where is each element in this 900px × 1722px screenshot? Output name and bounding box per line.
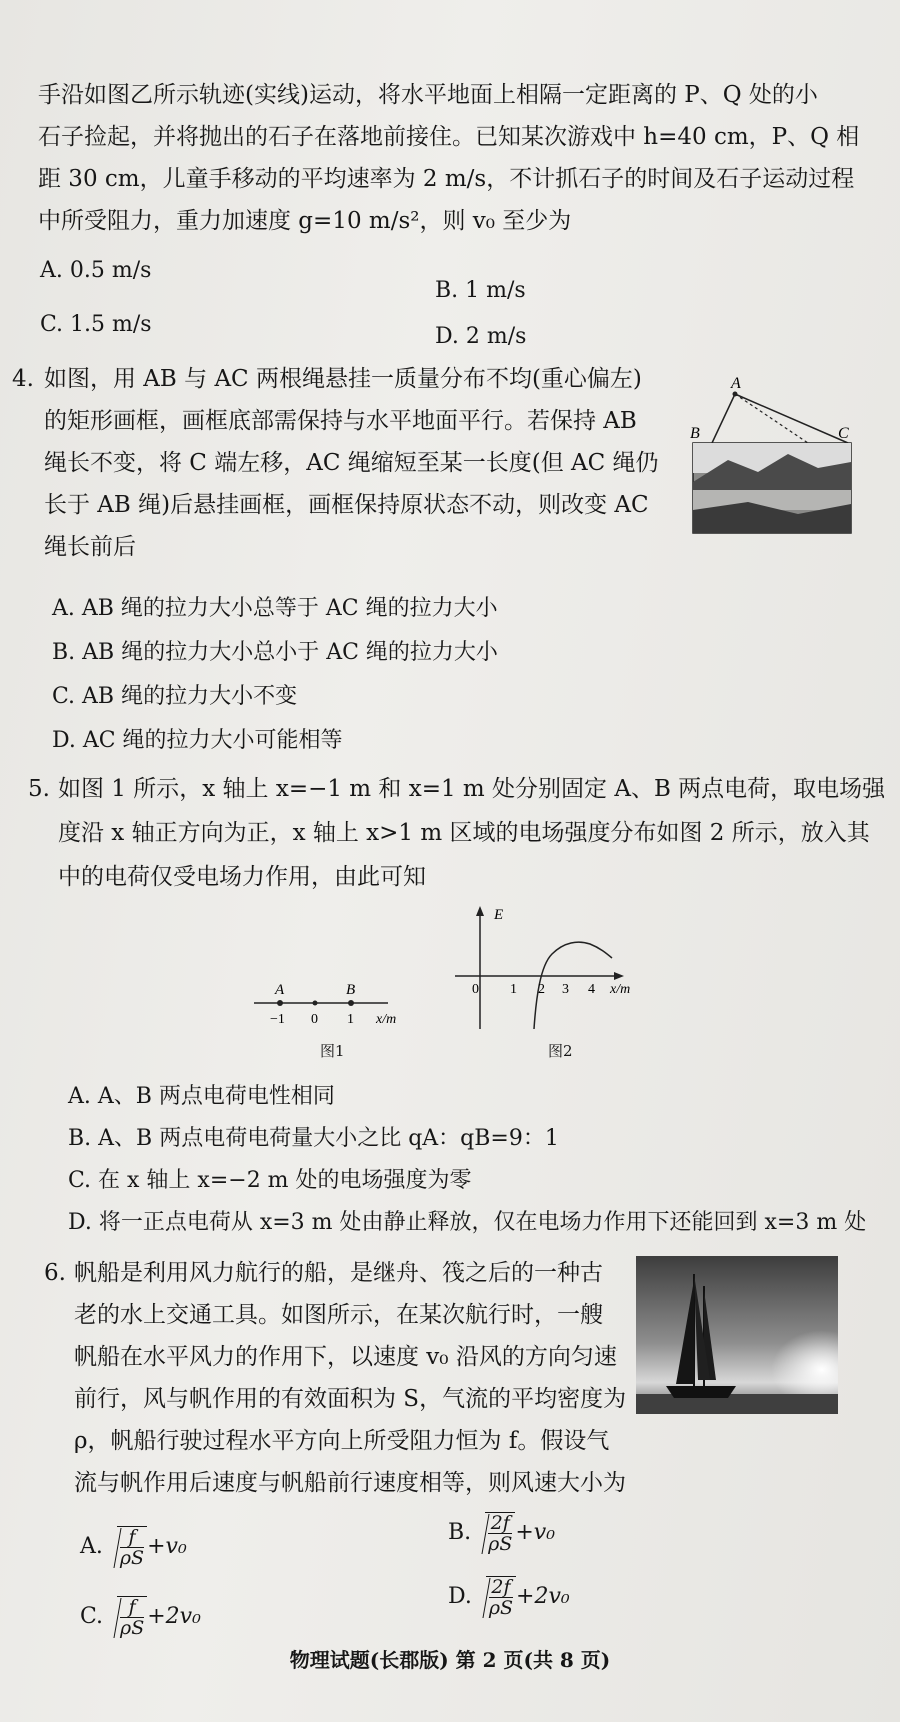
fig2-tick-4: 4 [588, 982, 595, 997]
q4-line-5: 绳长前后 [44, 534, 136, 560]
q3-option-c: C. 1.5 m/s [40, 312, 152, 337]
q6-line-3: 帆船在水平风力的作用下，以速度 v₀ 沿风的方向匀速 [74, 1344, 617, 1370]
q6-a-sqrt: $\frac{f}{\rho S}$ [103, 1526, 147, 1568]
q4-line-2: 的矩形画框，画框底部需保持与水平地面平行。若保持 AB [44, 408, 637, 434]
q6-option-d: D. $\frac{2f}{\rho S}$ +2v₀ [448, 1576, 570, 1619]
q5-option-b: B. A、B 两点电荷电荷量大小之比 qA：qB=9：1 [68, 1126, 559, 1151]
fig1-tick-0: 0 [311, 1012, 318, 1027]
q6-line-1: 帆船是利用风力航行的船，是继舟、筏之后的一种古 [74, 1260, 603, 1286]
fig2-tick-3: 3 [562, 982, 569, 997]
q6-line-6: 流与帆作用后速度与帆船前行速度相等，则风速大小为 [74, 1470, 626, 1496]
q5-option-c: C. 在 x 轴上 x=−2 m 处的电场强度为零 [68, 1168, 472, 1193]
q3-option-a: A. 0.5 m/s [40, 258, 152, 283]
q4-picture-frame-figure [688, 372, 856, 538]
q4-option-a: A. AB 绳的拉力大小总等于 AC 绳的拉力大小 [52, 596, 498, 621]
q4-fig-label-b: B [690, 425, 700, 442]
fig1-caption: 图1 [320, 1042, 345, 1060]
q6-option-c: C. $\frac{f}{\rho S}$ +2v₀ [80, 1596, 201, 1639]
q4-line-3: 绳长不变，将 C 端左移，AC 绳缩短至某一长度(但 AC 绳仍 [44, 450, 659, 476]
fig2-ylabel: E [494, 907, 504, 923]
q3-line-2: 石子捡起，并将抛出的石子在落地前接住。已知某次游戏中 h=40 cm，P、Q 相 [38, 124, 860, 150]
q4-option-d: D. AC 绳的拉力大小可能相等 [52, 728, 343, 753]
q4-fig-label-c: C [838, 425, 849, 442]
fig2-tick-1: 1 [510, 982, 517, 997]
q4-option-b: B. AB 绳的拉力大小总小于 AC 绳的拉力大小 [52, 640, 498, 665]
q6-line-5: ρ，帆船行驶过程水平方向上所受阻力恒为 f。假设气 [74, 1428, 610, 1454]
fig1-tick-1: 1 [347, 1012, 354, 1027]
q5-line-2: 度沿 x 轴正方向为正，x 轴上 x>1 m 区域的电场强度分布如图 2 所示，放入其 [58, 820, 870, 846]
q6-line-2: 老的水上交通工具。如图所示，在某次航行时，一艘 [74, 1302, 603, 1328]
fig1-axis-label: x/m [376, 1012, 397, 1027]
q3-line-4: 中所受阻力，重力加速度 g=10 m/s²，则 v₀ 至少为 [38, 208, 572, 234]
q4-number: 4. [12, 366, 34, 392]
q5-line-3: 中的电荷仅受电场力作用，由此可知 [58, 864, 426, 890]
q4-line-4: 长于 AB 绳)后悬挂画框，画框保持原状态不动，则改变 AC [44, 492, 649, 518]
fig2-tick-2: 2 [538, 982, 545, 997]
fig2-caption: 图2 [548, 1042, 573, 1060]
page-footer: 物理试题(长郡版) 第 2 页(共 8 页) [289, 1648, 611, 1672]
q3-line-3: 距 30 cm，儿童手移动的平均速率为 2 m/s，不计抓石子的时间及石子运动过程 [38, 166, 855, 192]
fig1-label-a: A [275, 982, 285, 998]
fig2-axis-label: x/m [610, 982, 631, 997]
q3-line-1: 手沿如图乙所示轨迹(实线)运动，将水平地面上相隔一定距离的 P、Q 处的小 [38, 82, 818, 108]
q5-line-1: 如图 1 所示，x 轴上 x=−1 m 和 x=1 m 处分别固定 A、B 两点电荷，取电场强 [58, 776, 886, 802]
q3-option-d: D. 2 m/s [435, 324, 527, 349]
q5-figure-1 [248, 970, 418, 1040]
q5-option-a: A. A、B 两点电荷电性相同 [68, 1084, 335, 1109]
q5-number: 5. [28, 776, 50, 802]
fig1-tick-minus1: −1 [270, 1012, 285, 1027]
q6-d-sqrt: $\frac{2f}{\rho S}$ [472, 1576, 516, 1618]
q5-figure-2 [450, 904, 650, 1034]
q6-option-a: A. $\frac{f}{\rho S}$ +v₀ [80, 1526, 187, 1569]
q6-line-4: 前行，风与帆作用的有效面积为 S，气流的平均密度为 [74, 1386, 627, 1412]
fig1-label-b: B [346, 982, 356, 998]
q6-option-b: B. $\frac{2f}{\rho S}$ +v₀ [448, 1512, 556, 1555]
q6-number: 6. [44, 1260, 66, 1286]
q4-line-1: 如图，用 AB 与 AC 两根绳悬挂一质量分布不均(重心偏左) [44, 366, 642, 392]
q4-fig-label-a: A [731, 375, 741, 392]
q6-c-sqrt: $\frac{f}{\rho S}$ [103, 1596, 147, 1638]
q3-option-b: B. 1 m/s [435, 278, 526, 303]
fig2-tick-0: 0 [472, 982, 479, 997]
q6-sailboat-photo [636, 1256, 838, 1414]
q5-option-d: D. 将一正点电荷从 x=3 m 处由静止释放，仅在电场力作用下还能回到 x=3 m 处 [68, 1210, 867, 1235]
q6-b-sqrt: $\frac{2f}{\rho S}$ [471, 1512, 515, 1554]
q4-option-c: C. AB 绳的拉力大小不变 [52, 684, 298, 709]
